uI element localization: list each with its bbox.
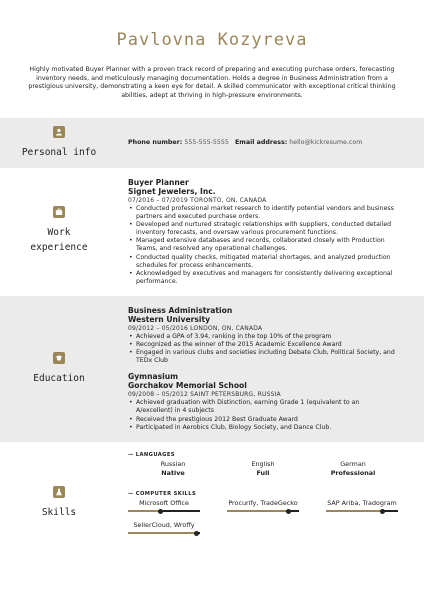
skill-item — [326, 499, 398, 512]
list-item: • Received the prestigious 2012 Best Graduate Award — [128, 416, 398, 424]
name-title: Pavlovna Kozyreva — [116, 30, 308, 50]
skill-name: Microsoft Office — [139, 499, 189, 507]
languages-heading: — LANGUAGES — [128, 452, 175, 458]
summary: Highly motivated Buyer Planner with a proven track record of preparing and executing purchase orders, forecasting inventory needs, and meticulously managing documentation. Holds a degree in Business Administration from a prestigious university, demonstrating a keen eye for detail. A skilled communicator with exceptional critical thinking abilities, adept at thriving in high-pressure environments. — [28, 66, 396, 100]
language-level: Full — [256, 469, 270, 477]
skill-level-knob — [158, 509, 163, 514]
list-item: • Acknowledged by executives and managers for consistently delivering exceptional performance. — [128, 270, 398, 286]
list-item: • Conducted quality checks, mitigated material shortages, and analyzed production schedules for process enhancements. — [128, 254, 398, 270]
language-name: English — [251, 460, 275, 468]
company-name: Signet Jewelers, Inc. — [128, 187, 216, 196]
skill-level-bar — [128, 532, 200, 534]
education-bullets — [128, 399, 398, 431]
phone-value: 555-555-5555 — [184, 139, 229, 146]
education-section — [0, 296, 424, 442]
list-item: • Recognized as the winner of the 2015 Academic Excellence Award — [128, 341, 398, 349]
skills-section — [0, 442, 424, 600]
section-title-work-experience — [30, 225, 87, 255]
skill-name: Procurify, TradeGecko — [228, 499, 298, 507]
degree-title: Business Administration — [128, 306, 233, 315]
person-icon — [53, 126, 65, 138]
list-item: • Developed and nurtured strategic relationships with suppliers, conducted detailed inventory forecasts, and oversaw various procurement functions. — [128, 221, 398, 237]
graduation-cap-icon — [53, 352, 65, 364]
language-item — [218, 460, 308, 478]
computer-skills-row — [128, 521, 398, 534]
education-dates: 09/2008 – 05/2012 SAINT PETERSBURG, RUSSIA — [128, 391, 281, 399]
job-dates: 07/2016 – 07/2019 TORONTO, ON, CANADA — [128, 197, 267, 204]
school-name: Gorchakov Memorial School — [128, 381, 247, 391]
languages-list — [128, 460, 398, 478]
skill-item — [227, 499, 299, 512]
list-item: • Achieved a GPA of 3.94, ranking in the top 10% of the program — [128, 333, 398, 341]
skill-name: SellerCloud, Wroffy — [133, 521, 195, 529]
skill-level-bar — [326, 510, 398, 512]
skill-level-knob — [194, 531, 199, 536]
skill-level-bar — [128, 510, 200, 512]
skill-level-bar — [227, 510, 299, 512]
email-value: hello@kickresume.com — [289, 139, 363, 146]
education-dates: 09/2012 – 05/2016 LONDON, ON, CANADA — [128, 325, 263, 332]
job-bullets — [128, 205, 398, 286]
language-level: Professional — [330, 469, 376, 477]
section-title-skills: Skills — [41, 507, 77, 518]
section-title-personal-info: Personal info — [21, 147, 97, 158]
skill-level-knob — [380, 509, 385, 514]
list-item: • Achieved graduation with Distinction, earning Grade 1 (equivalent to an A/excellent) in 4 subjects — [128, 399, 398, 415]
flask-icon — [53, 486, 65, 498]
briefcase-icon — [53, 206, 65, 218]
language-item — [308, 460, 398, 478]
school-name: Western University — [128, 315, 211, 324]
skill-item — [128, 499, 200, 512]
list-item: • Conducted professional market research to identify potential vendors and business partners and executed purchase orders. — [128, 205, 398, 221]
language-name: German — [340, 460, 366, 468]
skill-level-knob — [286, 509, 291, 514]
job-title: Buyer Planner — [128, 178, 189, 187]
list-item: • Engaged in various clubs and societies including Debate Club, Political Society, and TEDx Club — [128, 349, 398, 365]
skill-name: SAP Ariba, Tradogram — [327, 499, 397, 507]
section-title-education: Education — [33, 373, 85, 384]
degree-title: Gymnasium — [128, 372, 179, 382]
list-item: • Managed extensive databases and records, collaborated closely with Production Teams, and resolved any operational challenges. — [128, 237, 398, 253]
skill-item — [128, 521, 200, 534]
personal-info-section — [0, 118, 424, 168]
work-title-line2: experience — [30, 242, 88, 253]
list-item: • Participated in Aerobics Club, Biology Society, and Dance Club. — [128, 424, 398, 432]
computer-skills-row — [128, 499, 398, 512]
contact-line — [128, 138, 398, 147]
education-bullets — [128, 333, 398, 365]
phone-label: Phone number: — [128, 139, 183, 146]
work-experience-section — [0, 168, 424, 296]
language-level: Native — [161, 469, 185, 477]
work-title-line1: Work — [47, 227, 71, 238]
language-name: Russian — [160, 460, 186, 468]
email-label: Email address: — [234, 139, 288, 146]
computer-skills-heading: — COMPUTER SKILLS — [128, 491, 197, 497]
language-item — [128, 460, 218, 478]
